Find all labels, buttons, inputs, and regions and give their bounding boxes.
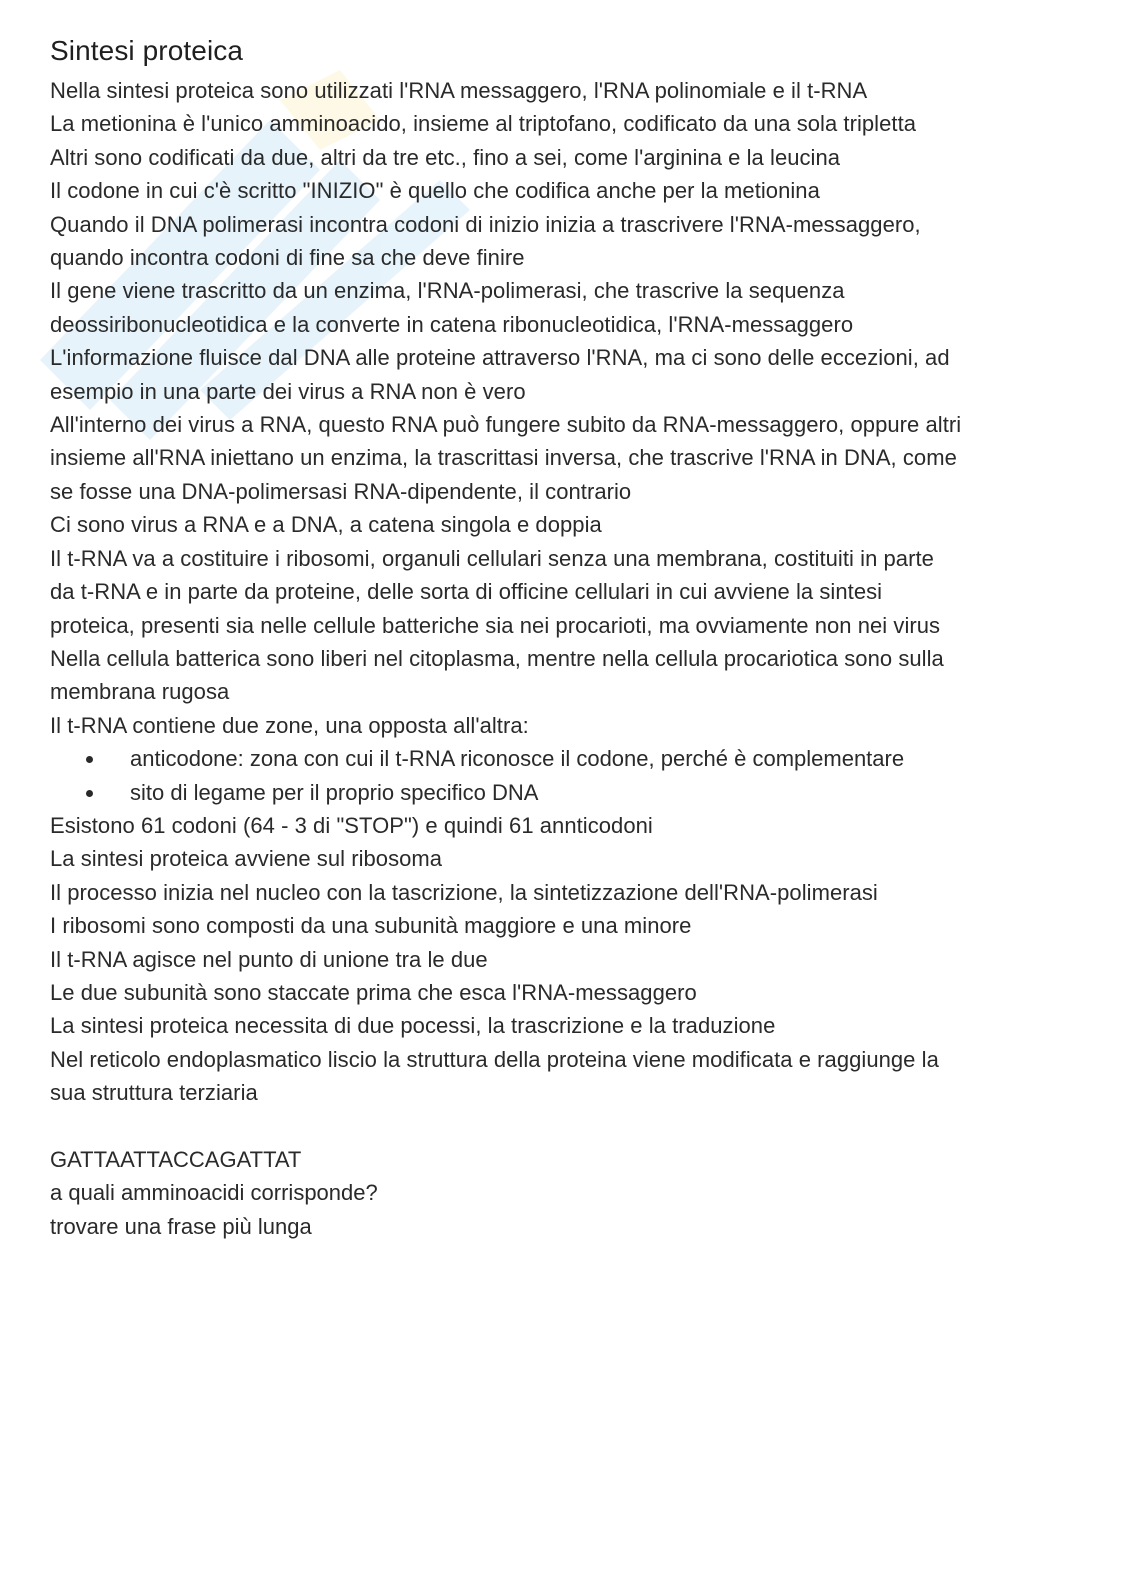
text-line: L'informazione fluisce dal DNA alle proteine attraverso l'RNA, ma ci sono delle eccezioni, ad bbox=[50, 345, 950, 371]
text-line: Nel reticolo endoplasmatico liscio la struttura della proteina viene modificata e raggiunge la bbox=[50, 1046, 939, 1072]
text-line: Ci sono virus a RNA e a DNA, a catena singola e doppia bbox=[50, 512, 602, 538]
text-line: se fosse una DNA-polimersasi RNA-dipendente, il contrario bbox=[50, 478, 632, 504]
document-content bbox=[50, 32, 1090, 1243]
spacer bbox=[50, 1110, 1090, 1143]
text-line: esempio in una parte dei virus a RNA non è vero bbox=[50, 378, 526, 404]
text-line: Quando il DNA polimerasi incontra codoni di inizio inizia a trascrivere l'RNA-messaggero, bbox=[50, 211, 921, 237]
list-item bbox=[50, 776, 1090, 809]
bullet-icon bbox=[86, 756, 93, 763]
text-line: Altri sono codificati da due, altri da tre etc., fino a sei, come l'arginina e la leucina bbox=[50, 144, 841, 170]
text-line: deossiribonucleotidica e la converte in catena ribonucleotidica, l'RNA-messaggero bbox=[50, 311, 854, 337]
text-line: Esistono 61 codoni (64 - 3 di "STOP") e quindi 61 annticodoni bbox=[50, 812, 653, 838]
body-text-before bbox=[50, 74, 1090, 742]
text-line: Le due subunità sono staccate prima che esca l'RNA-messaggero bbox=[50, 979, 697, 1005]
text-line: Il t-RNA va a costituire i ribosomi, organuli cellulari senza una membrana, costituiti in parte bbox=[50, 545, 934, 571]
text-line: insieme all'RNA iniettano un enzima, la trascrittasi inversa, che trascrive l'RNA in DNA, come bbox=[50, 445, 957, 471]
text-line: quando incontra codoni di fine sa che deve finire bbox=[50, 245, 525, 271]
exercise-question: a quali amminoacidi corrisponde? bbox=[50, 1180, 378, 1206]
text-line: Il gene viene trascritto da un enzima, l'RNA-polimerasi, che trascrive la sequenza bbox=[50, 278, 845, 304]
text-line: Nella sintesi proteica sono utilizzati l'RNA messaggero, l'RNA polinomiale e il t-RNA bbox=[50, 78, 868, 103]
text-line: Il codone in cui c'è scritto "INIZIO" è quello che codifica anche per la metionina bbox=[50, 178, 820, 204]
list-item-text: sito di legame per il proprio specifico DNA bbox=[130, 779, 539, 805]
text-line: da t-RNA e in parte da proteine, delle sorta di officine cellulari in cui avviene la sintesi bbox=[50, 579, 883, 605]
text-line: Il processo inizia nel nucleo con la tascrizione, la sintetizzazione dell'RNA-polimerasi bbox=[50, 879, 878, 905]
text-line: I ribosomi sono composti da una subunità maggiore e una minore bbox=[50, 913, 692, 939]
text-line: La sintesi proteica necessita di due pocessi, la trascrizione e la traduzione bbox=[50, 1013, 776, 1039]
dna-sequence: GATTAATTACCAGATTAT bbox=[50, 1146, 302, 1172]
bullet-icon bbox=[86, 790, 93, 797]
text-line: La sintesi proteica avviene sul ribosoma bbox=[50, 846, 443, 872]
list-item-text: anticodone: zona con cui il t-RNA riconosce il codone, perché è complementare bbox=[130, 746, 905, 772]
text-line: Il t-RNA contiene due zone, una opposta all'altra: bbox=[50, 712, 529, 738]
text-line: Nella cellula batterica sono liberi nel citoplasma, mentre nella cellula procariotica sono sulla bbox=[50, 645, 944, 671]
list-item bbox=[50, 742, 1090, 775]
text-line: Il t-RNA agisce nel punto di unione tra le due bbox=[50, 946, 488, 972]
text-line: proteica, presenti sia nelle cellule batteriche sia nei procarioti, ma ovviamente non nei virus bbox=[50, 612, 941, 638]
text-line: La metionina è l'unico amminoacido, insieme al triptofano, codificato da una sola tripletta bbox=[50, 111, 917, 137]
body-text-after bbox=[50, 809, 1090, 1110]
bullet-list bbox=[50, 742, 1090, 809]
text-line: membrana rugosa bbox=[50, 679, 230, 705]
text-line: sua struttura terziaria bbox=[50, 1080, 258, 1106]
exercise-task: trovare una frase più lunga bbox=[50, 1213, 312, 1239]
page-title: Sintesi proteica bbox=[50, 35, 244, 66]
exercise-block bbox=[50, 1143, 1090, 1243]
text-line: All'interno dei virus a RNA, questo RNA può fungere subito da RNA-messaggero, oppure altri bbox=[50, 412, 962, 438]
